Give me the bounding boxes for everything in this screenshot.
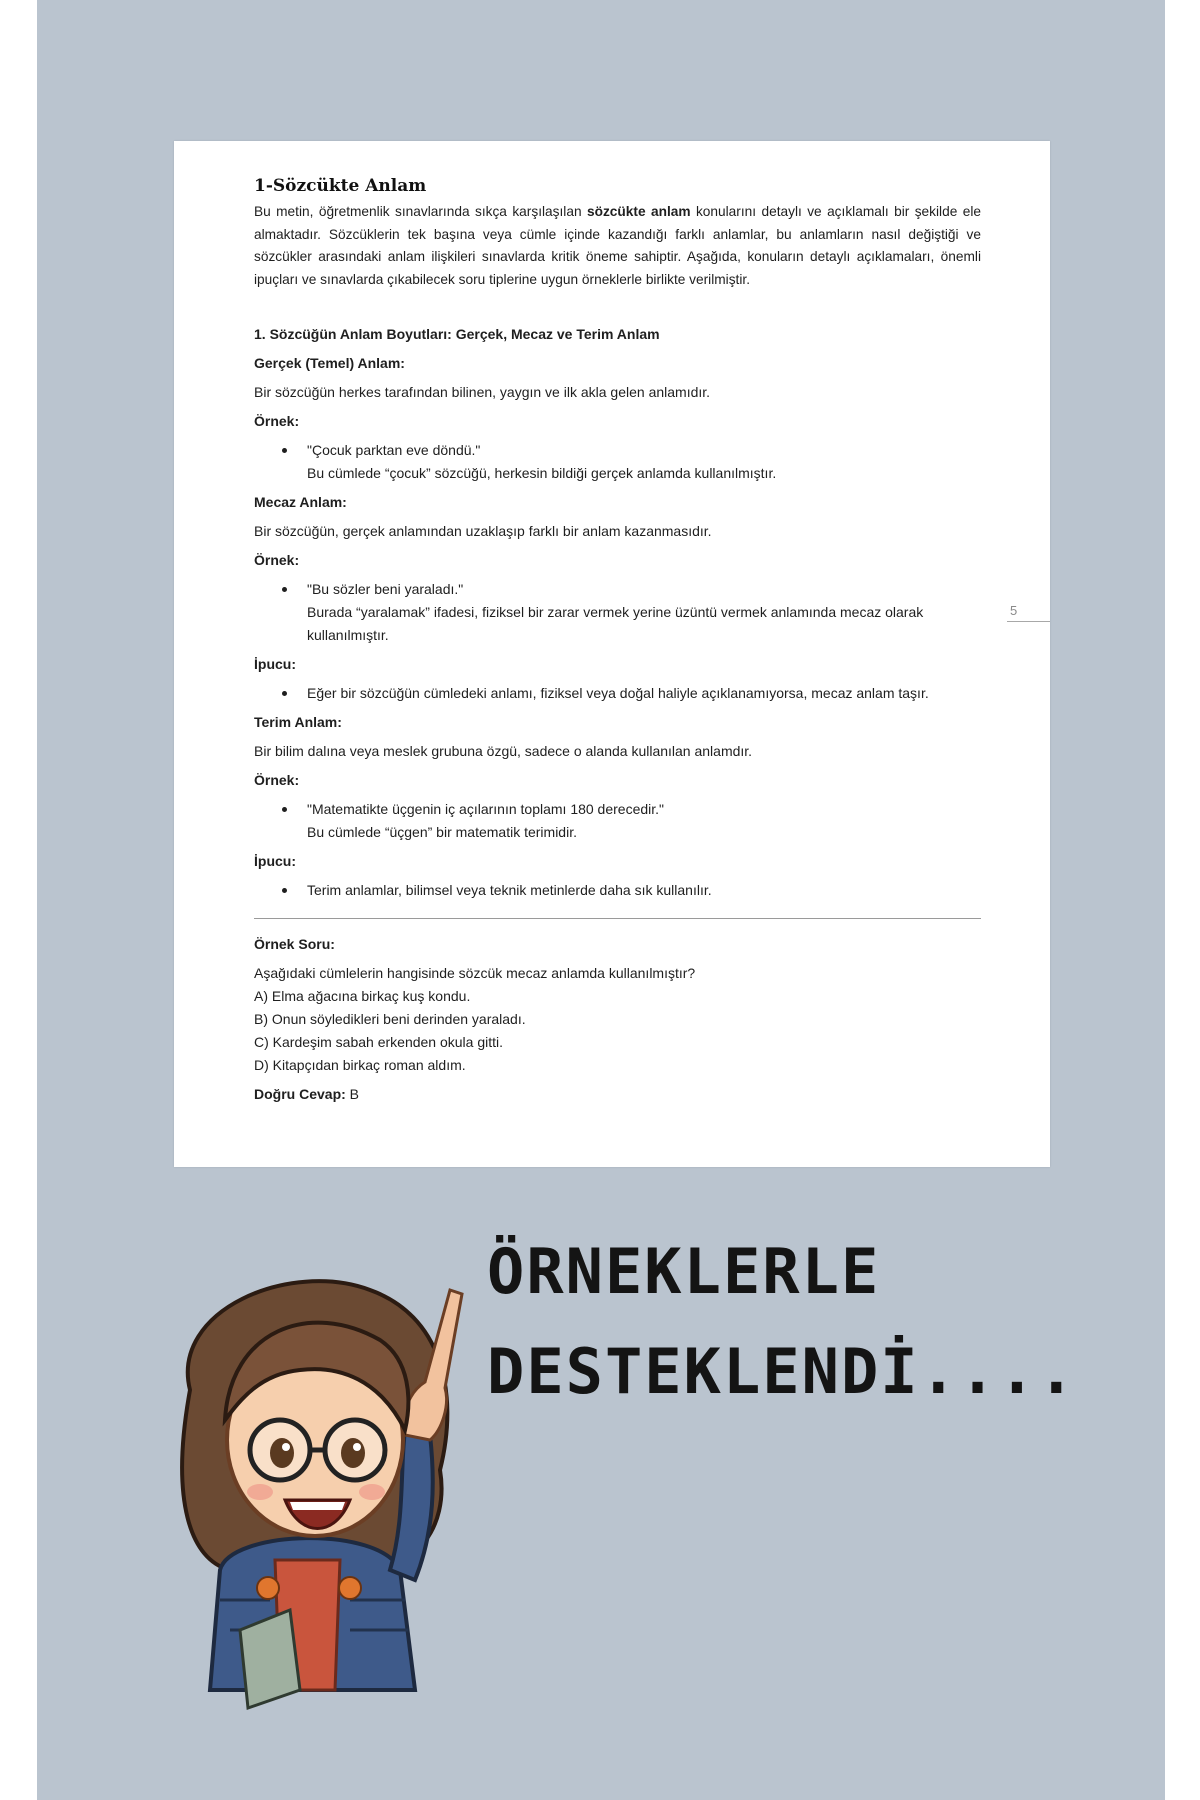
mecaz-tip-label: İpucu: bbox=[254, 656, 296, 672]
badge-right bbox=[339, 1577, 361, 1599]
headline bbox=[487, 1222, 1077, 1422]
list-item bbox=[282, 578, 981, 647]
gercek-example-note: Bu cümlede “çocuk” sözcüğü, herkesin bildiği gerçek anlamda kullanılmıştır. bbox=[307, 465, 777, 481]
badge-left bbox=[257, 1577, 279, 1599]
gercek-example-quote: "Çocuk parktan eve döndü." bbox=[307, 442, 481, 458]
question-option: C) Kardeşim sabah erkenden okula gitti. bbox=[254, 1034, 504, 1050]
gercek-definition: Bir sözcüğün herkes tarafından bilinen, yaygın ve ilk akla gelen anlamıdır. bbox=[254, 384, 711, 400]
mecaz-example-label: Örnek: bbox=[254, 552, 300, 568]
mecaz-example-list bbox=[254, 578, 981, 647]
mecaz-example-note: Burada “yaralamak” ifadesi, fiziksel bir zarar vermek yerine üzüntü vermek anlamında mecaz olarak kullanılmıştır. bbox=[307, 604, 924, 643]
mecaz-example-quote: "Bu sözler beni yaraladı." bbox=[307, 581, 464, 597]
terim-tip-label: İpucu: bbox=[254, 853, 296, 869]
list-item bbox=[282, 439, 981, 485]
teacher-character-illustration bbox=[150, 1270, 490, 1720]
list-item: Terim anlamlar, bilimsel veya teknik metinlerde daha sık kullanılır. bbox=[282, 879, 981, 902]
intro-paragraph: Bu metin, öğretmenlik sınavlarında sıkça karşılaşılan sözcükte anlam konularını detaylı ve açıklamalı bir şekilde ele almaktadır. Sözcüklerin tek başına veya cümle içinde kazandığı farklı anlamlar, bu anlamların nasıl değiştiği ve sözcükler arasındaki anlam ilişkileri sınavlarda kritik öneme sahiptir. Aşağıda, konuların detaylı açıklamaları, önemli ipuçları ve sınavlarda çıkabilecek soru tiplerine uygun örneklerle birlikte verilmiştir. bbox=[254, 204, 981, 287]
intro-bold: sözcükte anlam bbox=[586, 204, 691, 219]
mecaz-definition: Bir sözcüğün, gerçek anlamından uzaklaşıp farklı bir anlam kazanmasıdır. bbox=[254, 523, 712, 539]
question-option: B) Onun söyledikleri beni derinden yaraladı. bbox=[254, 1011, 526, 1027]
terim-example-list bbox=[254, 798, 981, 844]
answer-line bbox=[254, 1083, 981, 1106]
answer-value: B bbox=[345, 1086, 360, 1102]
document-content bbox=[254, 175, 981, 1106]
question-option: D) Kitapçıdan birkaç roman aldım. bbox=[254, 1057, 466, 1073]
gercek-example-label: Örnek: bbox=[254, 413, 300, 429]
page-number: 5 bbox=[1007, 603, 1050, 622]
gercek-example-list bbox=[254, 439, 981, 485]
list-item bbox=[282, 798, 981, 844]
section-title: 1. Sözcüğün Anlam Boyutları: Gerçek, Mecaz ve Terim Anlam bbox=[254, 326, 660, 342]
terim-example-label: Örnek: bbox=[254, 772, 300, 788]
gercek-label: Gerçek (Temel) Anlam: bbox=[254, 355, 405, 371]
document-page bbox=[174, 141, 1050, 1167]
question-label: Örnek Soru: bbox=[254, 936, 335, 952]
headline-line-1: ÖRNEKLERLE bbox=[487, 1235, 881, 1308]
mecaz-label: Mecaz Anlam: bbox=[254, 494, 347, 510]
document-title: 1-Sözcükte Anlam bbox=[254, 176, 427, 196]
terim-definition: Bir bilim dalına veya meslek grubuna özgü, sadece o alanda kullanılan anlamdır. bbox=[254, 743, 753, 759]
horizontal-divider bbox=[254, 918, 981, 919]
question-option: A) Elma ağacına birkaç kuş kondu. bbox=[254, 988, 471, 1004]
question-prompt: Aşağıdaki cümlelerin hangisinde sözcük mecaz anlamda kullanılmıştır? bbox=[254, 965, 696, 981]
terim-example-note: Bu cümlede “üçgen” bir matematik terimidir. bbox=[307, 824, 577, 840]
terim-tip-list bbox=[254, 879, 981, 902]
answer-label: Doğru Cevap: bbox=[254, 1086, 346, 1102]
terim-example-quote: "Matematikte üçgenin iç açılarının toplamı 180 derecedir." bbox=[307, 801, 665, 817]
mecaz-tip-list bbox=[254, 682, 981, 705]
headline-line-2: DESTEKLENDİ.... bbox=[487, 1335, 1077, 1408]
question-block bbox=[254, 962, 981, 1077]
terim-label: Terim Anlam: bbox=[254, 714, 342, 730]
list-item: Eğer bir sözcüğün cümledeki anlamı, fiziksel veya doğal haliyle açıklanamıyorsa, mecaz anlam taşır. bbox=[282, 682, 981, 705]
